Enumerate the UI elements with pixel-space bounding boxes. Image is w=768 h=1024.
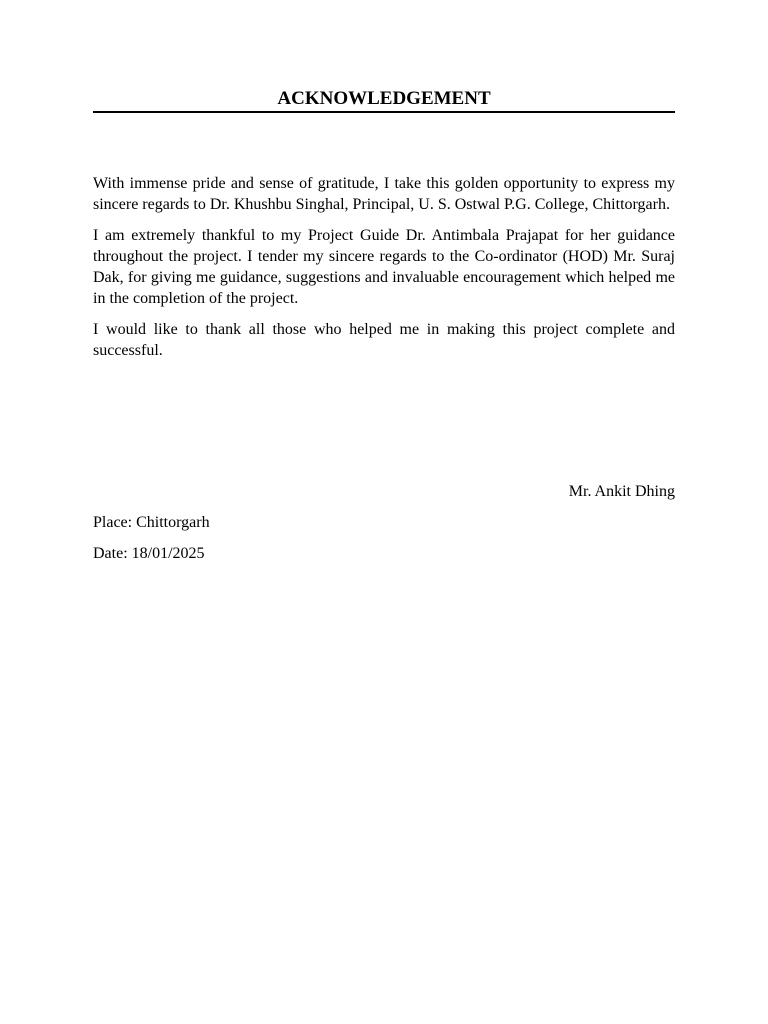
signature-name: Mr. Ankit Dhing (568, 483, 675, 500)
date-line: Date: 18/01/2025 (93, 545, 205, 562)
title-underline (93, 111, 675, 113)
place-line: Place: Chittorgarh (93, 514, 210, 531)
paragraph-project-guide: I am extremely thankful to my Project Guide Dr. Antimbala Prajapat for her guidance throughout the project. I tender my sincere regards to the Co-ordinator (HOD) Mr. Suraj Dak, for giving me guidance, suggestions and invaluable encouragement which helped me in the completion of the project. (93, 227, 675, 307)
paragraph-thanks-all: I would like to thank all those who helped me in making this project complete and successful. (93, 321, 675, 359)
paragraph-gratitude: With immense pride and sense of gratitude, I take this golden opportunity to express my sincere regards to Dr. Khushbu Singhal, Principal, U. S. Ostwal P.G. College, Chittorgarh. (93, 175, 675, 213)
acknowledgement-body (93, 173, 675, 371)
page-title: ACKNOWLEDGEMENT (277, 88, 491, 109)
